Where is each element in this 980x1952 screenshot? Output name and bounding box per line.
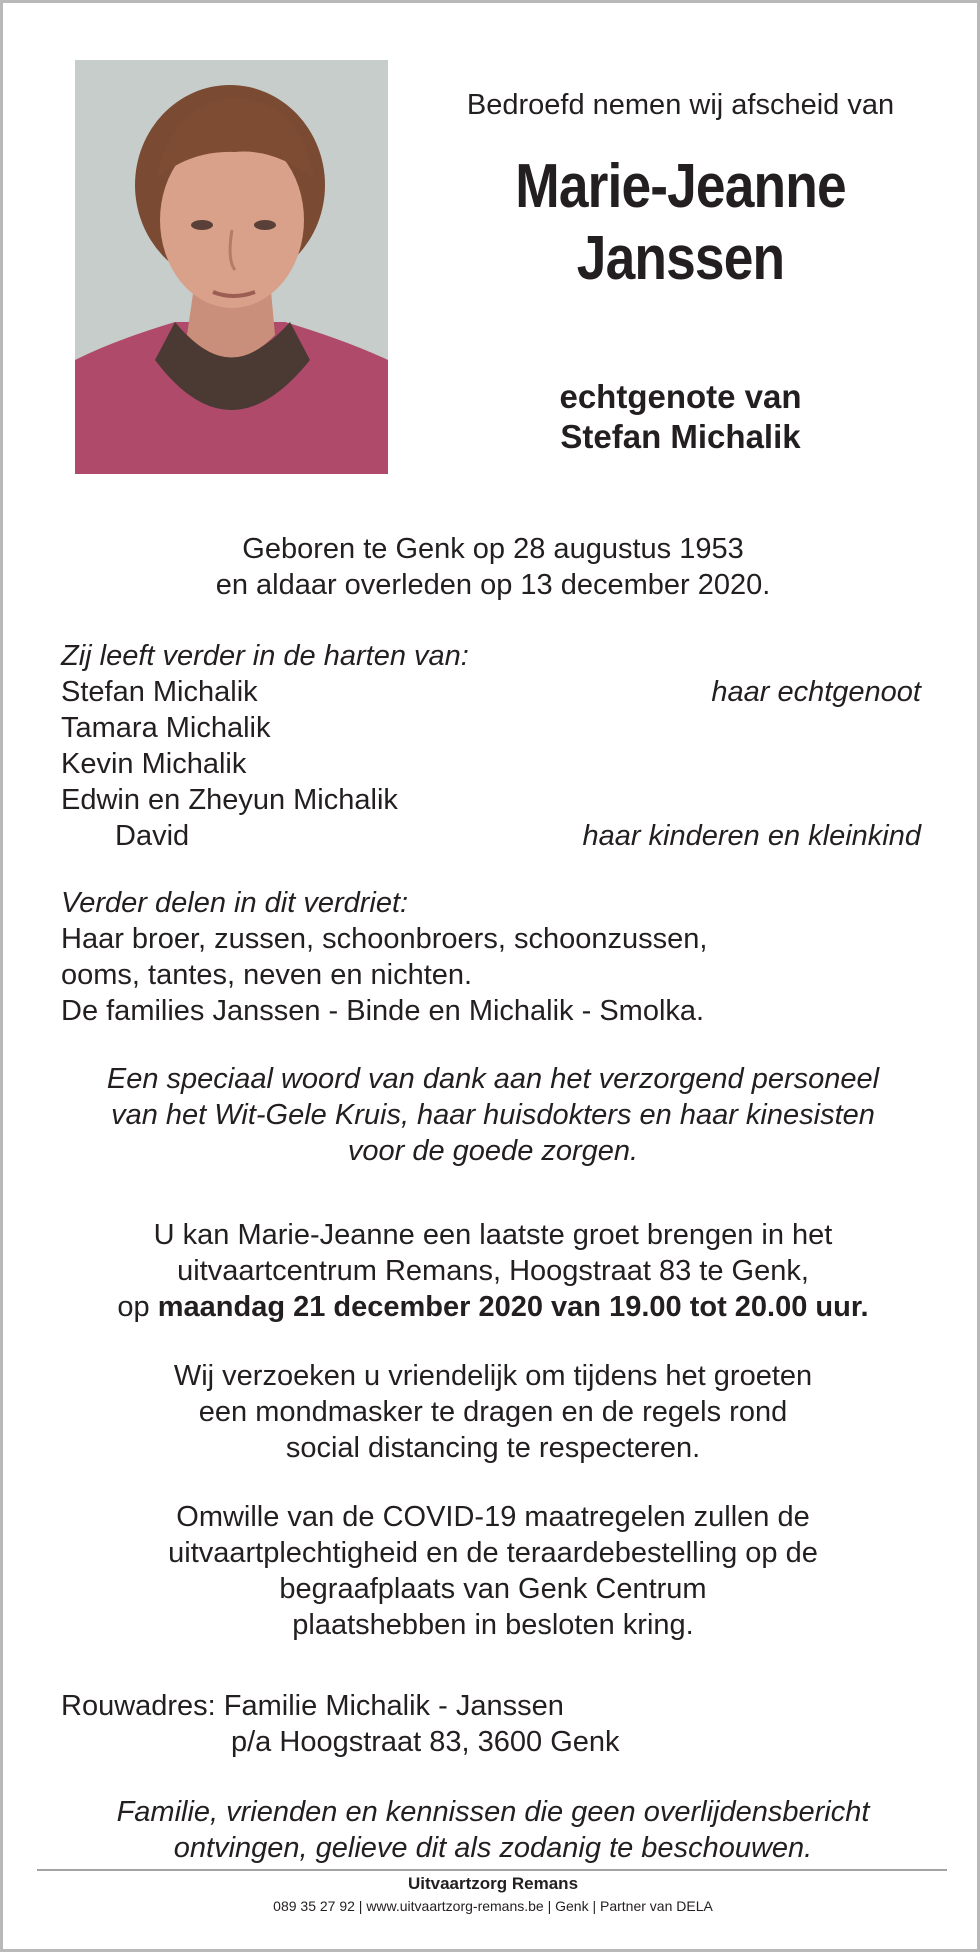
name-line-2: Janssen	[576, 224, 785, 293]
thanks-line: van het Wit-Gele Kruis, haar huisdokters en haar kinesisten	[111, 1099, 875, 1131]
footer-divider	[37, 1869, 947, 1871]
mask-line: een mondmasker te dragen en de regels rond	[198, 1396, 788, 1428]
funeral-home-name: Uitvaartzorg Remans	[407, 1874, 579, 1893]
covid-notice	[43, 1499, 943, 1643]
birth-death-info	[43, 531, 943, 603]
name-line-1: Marie-Jeanne	[515, 152, 846, 221]
closing-line: Familie, vrienden en kennissen die geen overlijdensbericht	[116, 1796, 870, 1828]
intro-text: Bedroefd nemen wij afscheid van	[466, 89, 895, 121]
list-item	[61, 746, 921, 782]
address-line: Rouwadres: Familie Michalik - Janssen	[61, 1690, 564, 1722]
survivor-name: Edwin en Zheyun Michalik	[61, 784, 398, 816]
thanks-section	[43, 1061, 943, 1169]
mask-request	[43, 1358, 943, 1466]
spouse-line-2: Stefan Michalik	[560, 418, 801, 455]
address-line: p/a Hoogstraat 83, 3600 Genk	[231, 1726, 620, 1758]
deceased-name	[442, 151, 919, 295]
survivor-role: haar echtgenoot	[711, 676, 921, 708]
covid-line: Omwille van de COVID-19 maatregelen zullen de	[176, 1501, 810, 1533]
survivors-list	[61, 638, 921, 854]
covid-line: plaatshebben in besloten kring.	[292, 1609, 694, 1641]
family-line: De families Janssen - Binde en Michalik - Smolka.	[61, 995, 705, 1027]
list-item	[61, 818, 921, 854]
visitation-line: U kan Marie-Jeanne een laatste groet brengen in het	[153, 1219, 833, 1251]
mask-line: Wij verzoeken u vriendelijk om tijdens het groeten	[173, 1360, 813, 1392]
spouse-line-1: echtgenote van	[559, 378, 802, 415]
portrait-photo	[75, 60, 388, 474]
survivor-name: Stefan Michalik	[61, 676, 258, 708]
closing-note	[43, 1794, 943, 1866]
family-line: Haar broer, zussen, schoonbroers, schoonzussen,	[61, 923, 708, 955]
visitation-prefix: op	[117, 1291, 158, 1323]
visitation-line: uitvaartcentrum Remans, Hoogstraat 83 te Genk,	[177, 1255, 809, 1287]
visitation-date-bold: maandag 21 december 2020 van 19.00 tot 20.00 uur.	[157, 1291, 869, 1323]
funeral-home-contact: 089 35 27 92 | www.uitvaartzorg-remans.be | Genk | Partner van DELA	[273, 1898, 713, 1914]
spouse-info	[403, 377, 958, 457]
family-section	[61, 885, 921, 1029]
thanks-line: voor de goede zorgen.	[347, 1135, 639, 1167]
mask-line: social distancing te respecteren.	[285, 1432, 701, 1464]
death-line: en aldaar overleden op 13 december 2020.	[215, 569, 771, 601]
visitation-datetime	[43, 1289, 943, 1325]
list-item	[61, 710, 921, 746]
survivor-name: David	[115, 820, 190, 852]
list-item	[61, 674, 921, 710]
birth-line: Geboren te Genk op 28 augustus 1953	[242, 533, 744, 565]
family-line: ooms, tantes, neven en nichten.	[61, 959, 473, 991]
survivors-heading: Zij leeft verder in de harten van:	[61, 640, 469, 672]
mourning-address	[61, 1688, 921, 1760]
survivor-role: haar kinderen en kleinkind	[582, 820, 921, 852]
family-heading: Verder delen in dit verdriet:	[61, 887, 409, 919]
covid-line: begraafplaats van Genk Centrum	[279, 1573, 707, 1605]
thanks-line: Een speciaal woord van dank aan het verzorgend personeel	[106, 1063, 880, 1095]
visitation-section	[43, 1217, 943, 1325]
covid-line: uitvaartplechtigheid en de teraardebestelling op de	[168, 1537, 818, 1569]
list-item	[61, 782, 921, 818]
survivor-name: Tamara Michalik	[61, 712, 271, 744]
survivor-name: Kevin Michalik	[61, 748, 247, 780]
closing-line: ontvingen, gelieve dit als zodanig te beschouwen.	[173, 1832, 813, 1864]
